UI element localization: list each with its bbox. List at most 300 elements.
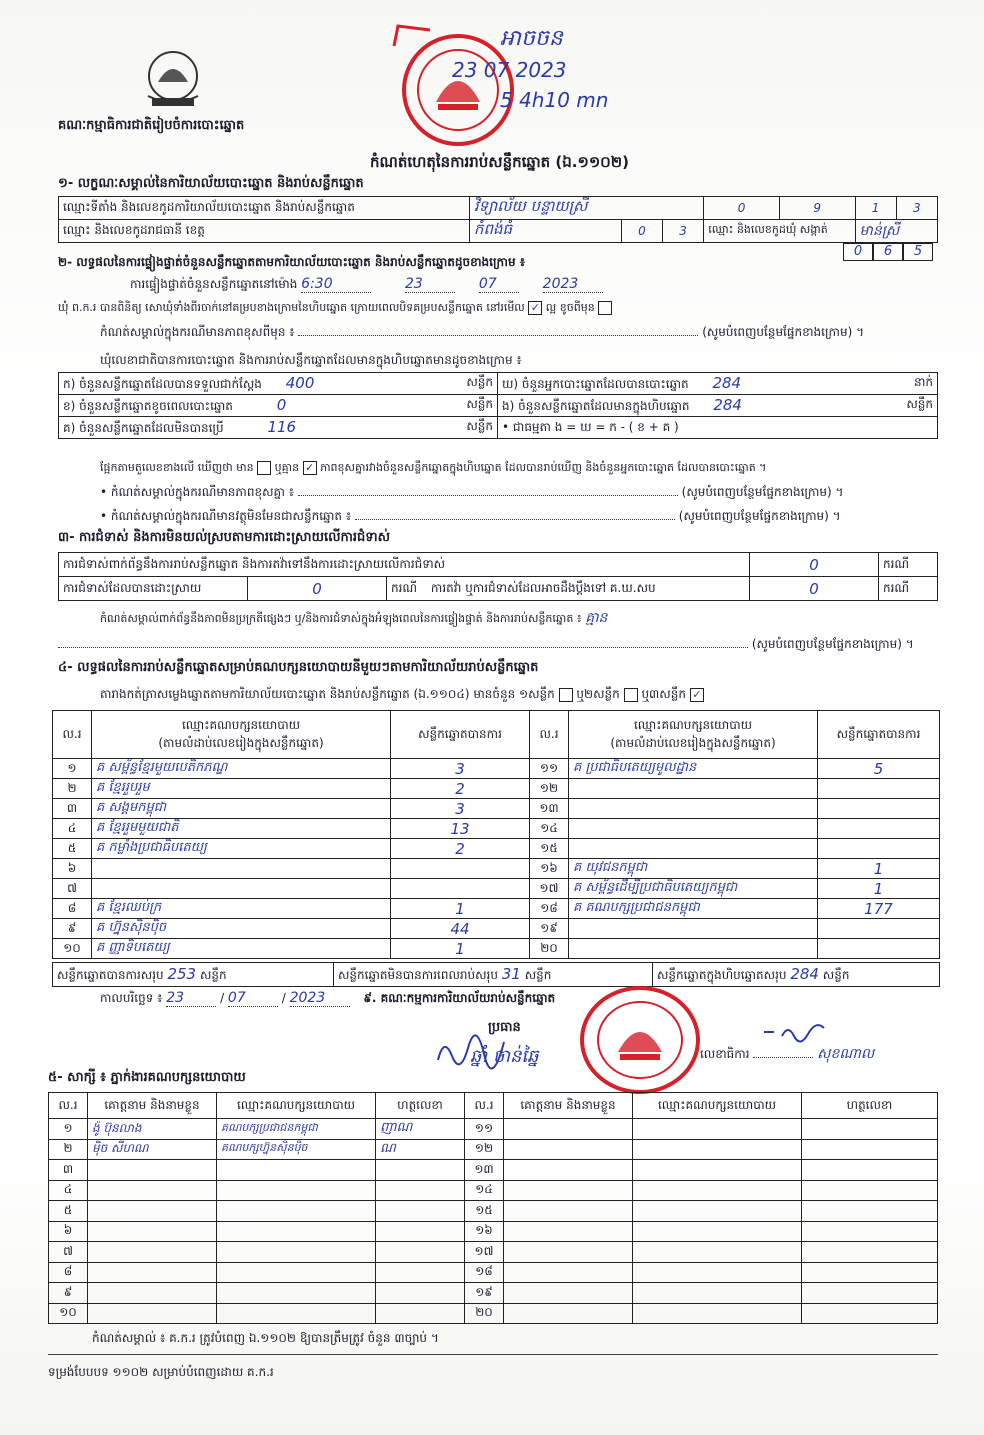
witness-row — [49, 1180, 938, 1201]
result-no-left: ៣ — [53, 799, 92, 819]
bad-label: ខូចពីមុន — [559, 301, 595, 314]
witness-name — [88, 1160, 217, 1181]
sheets-3-label: ឬ៣សន្លឹក — [641, 687, 686, 701]
total-box-unit: សន្លឹក — [822, 967, 850, 982]
w-col-party-right: ឈ្មោះគណបក្សនយោបាយ — [633, 1093, 802, 1119]
witness-party-right — [633, 1303, 802, 1324]
witness-party-right — [633, 1180, 802, 1201]
witness-row — [49, 1160, 938, 1181]
col-party-sub-left: (តាមលំដាប់លេខរៀងក្នុងសន្លឹកឆ្នោត) — [158, 735, 324, 750]
witness-sign — [376, 1242, 465, 1263]
witness-row — [49, 1283, 938, 1304]
witness-sign: ញាណ — [376, 1119, 465, 1140]
count-c-label: គ) ចំនួនសន្លឹកឆ្នោតដែលមិនបានប្រើ — [63, 420, 224, 435]
secretary-line — [700, 1046, 874, 1062]
witness-party: គណបក្សហ្វ៊ុនស៊ិនប៉ិច — [217, 1139, 376, 1160]
location-code-0: 0 — [704, 197, 780, 220]
seal-check-text: ឃុំ ព.ក.រ បានពិនិត្យ សោឃុំទាំងពីរចាក់នៅគម្របខាងក្រោមនៃហិបឆ្នោត ក្រោយពេលបិទគម្របសន្លឹកឆ្នោត នៅរមើល — [58, 301, 525, 314]
result-votes-left: 1 — [391, 899, 530, 919]
result-no-left: ៩ — [53, 919, 92, 939]
secretary-signature-icon — [762, 1020, 832, 1044]
result-votes-right — [818, 919, 940, 939]
witness-no-left: ៧ — [49, 1242, 88, 1263]
emblem-icon — [138, 46, 208, 114]
sheets-2-checkbox[interactable] — [624, 688, 638, 702]
col-party-right: ឈ្មោះគណបក្សនយោបាយ — [633, 717, 753, 732]
result-votes-right: 1 — [818, 859, 940, 879]
counts-table — [58, 372, 938, 439]
witness-no-left: ២ — [49, 1139, 88, 1160]
time-value: 6:30 — [301, 276, 371, 293]
commune-code-1: 6 — [873, 243, 903, 261]
committee-name: គណៈកម្មាធិការជាតិរៀបចំការបោះឆ្នោត — [58, 118, 245, 133]
result-no-left: ៧ — [53, 879, 92, 899]
witness-party — [217, 1283, 376, 1304]
footer-divider — [48, 1354, 938, 1355]
committee-label: ៩. គណៈកម្មការការិយាល័យរាប់សន្លឹកឆ្នោត — [363, 991, 556, 1005]
result-no-right: ១៩ — [530, 919, 569, 939]
sheets-3-checkbox[interactable]: ✓ — [690, 688, 704, 702]
result-no-right: ១៦ — [530, 859, 569, 879]
result-no-left: ១០ — [53, 939, 92, 959]
note1-line — [100, 484, 843, 500]
witness-no-left: ៦ — [49, 1221, 88, 1242]
secretary-name: សុខណាល — [817, 1046, 875, 1062]
result-votes-left: 44 — [391, 919, 530, 939]
result-no-left: ៨ — [53, 899, 92, 919]
witness-row — [49, 1139, 938, 1160]
result-party-left: គ កម្លាំងប្រជាធិបតេយ្យ — [92, 839, 391, 859]
witness-row — [49, 1242, 938, 1263]
result-no-right: ២០ — [530, 939, 569, 959]
witness-party-right — [633, 1221, 802, 1242]
count-a-unit: សន្លឹក — [466, 374, 493, 389]
total-invalid-unit: សន្លឹក — [524, 967, 552, 982]
commune-code-2: 5 — [903, 243, 933, 261]
count-b-value: 0 — [276, 395, 287, 414]
w-col-name-left: គោត្តនាម និងនាមខ្លួន — [88, 1093, 217, 1119]
result-votes-left: 3 — [391, 799, 530, 819]
count-e-value: 284 — [713, 395, 742, 414]
witness-sign-right — [802, 1180, 938, 1201]
witness-no-left: ៣ — [49, 1160, 88, 1181]
witness-sign-right — [802, 1160, 938, 1181]
witness-sign-right — [802, 1119, 938, 1140]
diff-note-label: កំណត់សម្គាល់ក្នុងករណីមានភាពខុសពីមុន ៖ — [100, 325, 295, 339]
witness-row — [49, 1221, 938, 1242]
witness-name-right — [504, 1119, 633, 1140]
good-checkbox[interactable]: ✓ — [528, 301, 542, 315]
totals-table — [52, 962, 940, 987]
count-c-value: 116 — [267, 417, 297, 436]
witness-sign-right — [802, 1201, 938, 1222]
count-d-unit: នាក់ — [913, 374, 933, 389]
diff-note-line — [100, 324, 864, 340]
result-votes-left: 2 — [391, 839, 530, 859]
witness-party-right — [633, 1201, 802, 1222]
results-row — [53, 799, 940, 819]
result-party-left: គ ញ្ញាទិបតេយ្យ — [92, 939, 391, 959]
chair-name: ឆ្នាំ ចាន់ឆ្នៃ — [470, 1046, 539, 1067]
results-row — [53, 779, 940, 799]
witness-no-right: ១៦ — [465, 1221, 504, 1242]
witness-no-right: ១២ — [465, 1139, 504, 1160]
witness-no-left: ៨ — [49, 1262, 88, 1283]
witness-sign — [376, 1262, 465, 1283]
result-party-left: គ ខ្មែររួមមួយជាតិ — [92, 819, 391, 839]
results-row — [53, 879, 940, 899]
handwritten-top-3: 5 4h10 mn — [500, 88, 609, 112]
location-code-1: 9 — [779, 197, 855, 220]
result-party-right: គ យុវជនកម្ពុជា — [569, 859, 818, 879]
commune-code-0: 0 — [843, 243, 873, 261]
col-votes-left: សន្លឹកឆ្នោតបានការ — [391, 711, 530, 759]
result-party-right: គ សម្ព័ន្ធដើម្បីប្រជាធិបតេយ្យកម្ពុជា — [569, 879, 818, 899]
witness-name-right — [504, 1221, 633, 1242]
result-votes-right — [818, 939, 940, 959]
w-col-no-left: ល.រ — [49, 1093, 88, 1119]
handwritten-top-2: 23 07 2023 — [452, 58, 567, 82]
result-party-right — [569, 779, 818, 799]
section4-title: ៤- លទ្ធផលនៃការរាប់សន្លឹកឆ្នោតសម្រាប់គណបក្សនយោបាយនីមួយៗតាមការិយាល័យរាប់សន្លឹកឆ្នោត — [58, 660, 539, 675]
objection-row1-unit: ករណី — [879, 553, 938, 577]
result-party-left: គ សម្ព័ន្ធខ្មែរមួយបេតិកភណ្ឌ — [92, 759, 391, 779]
result-votes-right — [818, 819, 940, 839]
month-value: 07 — [479, 276, 519, 293]
irregularity-note — [100, 610, 607, 627]
time-label: ការផ្ទៀងផ្ទាត់ចំនួនសន្លឹកឆ្នោតនៅម៉ោង — [130, 277, 298, 291]
total-box-value: 284 — [790, 964, 819, 983]
witness-no-right: ១៩ — [465, 1283, 504, 1304]
result-no-right: ១១ — [530, 759, 569, 779]
day-value: 23 — [405, 276, 455, 293]
witness-name — [88, 1303, 217, 1324]
secretary-label: លេខាធិការ — [700, 1047, 750, 1061]
witness-name: ម៉ិច សីហណ — [88, 1139, 217, 1160]
witness-name — [88, 1221, 217, 1242]
witness-name-right — [504, 1160, 633, 1181]
witness-name-right — [504, 1180, 633, 1201]
province-value: កំពង់ធំ — [469, 220, 621, 243]
compare-rest: ភាពខុសគ្នារវាងចំនួនសន្លឹកឆ្នោតក្នុងហិបឆ្នោត ដែលបានរាប់ឃើញ និងចំនួនអ្នកបោះឆ្នោត ដែលបានបោះឆ្នោត ។ — [320, 461, 767, 474]
w-col-party-left: ឈ្មោះគណបក្សនយោបាយ — [217, 1093, 376, 1119]
result-no-right: ១៥ — [530, 839, 569, 859]
witness-sign-right — [802, 1262, 938, 1283]
witness-no-right: ១៨ — [465, 1262, 504, 1283]
total-box-label: សន្លឹកឆ្នោតក្នុងហិបឆ្នោតសរុប — [657, 967, 787, 982]
count-a-value: 400 — [285, 373, 315, 392]
col-no-left: ល.រ — [53, 711, 92, 759]
handwritten-top-1: អាចចន — [500, 26, 563, 51]
count-c-unit: សន្លឹក — [466, 418, 493, 433]
col-party-left: ឈ្មោះគណបក្សនយោបាយ — [181, 717, 301, 732]
witness-sign — [376, 1283, 465, 1304]
results-row — [53, 919, 940, 939]
compare-label: ផ្អែកតាមតួលេខខាងលើ ឃើញថា មាន — [100, 461, 254, 474]
witness-sign-right — [802, 1221, 938, 1242]
section1-table — [58, 196, 938, 243]
witness-no-right: ១៧ — [465, 1242, 504, 1263]
bad-checkbox[interactable] — [598, 301, 612, 315]
irregularity-label: កំណត់សម្គាល់ពាក់ព័ន្ធនឹងភាពមិនប្រក្រតីផ្សេងៗ ឬ/និងការជំទាស់ក្នុងអំឡុងពេលនៃការផ្ទៀងផ្ទាត់ និងការរាប់សន្លឹកឆ្នោត ៖ — [100, 612, 582, 625]
note2-line — [100, 508, 841, 524]
witness-no-right: ១៥ — [465, 1201, 504, 1222]
result-party-right — [569, 819, 818, 839]
total-invalid-label: សន្លឹកឆ្នោតមិនបានការពេលរាប់សរុប — [338, 967, 498, 982]
location-code-2: 1 — [855, 197, 896, 220]
witness-sign — [376, 1160, 465, 1181]
witness-party-right — [633, 1160, 802, 1181]
intro-line: ឃុំលេខាជាតិបានការបោះឆ្នោត និងការរាប់សន្លឹកឆ្នោតដែលមានក្នុងហិបឆ្នោតមានដូចខាងក្រោម ៖ — [100, 353, 522, 367]
form-title: កំណត់ហេតុនៃការរាប់សន្លឹកឆ្នោត (ឯ.១១០២) — [370, 153, 630, 171]
year-value: 2023 — [543, 276, 603, 293]
results-row — [53, 859, 940, 879]
province-code-0: 0 — [621, 220, 662, 243]
count-d-value: 284 — [712, 373, 742, 392]
witness-party — [217, 1262, 376, 1283]
chair-label: ប្រធាន — [488, 1020, 521, 1035]
witness-party-right — [633, 1119, 802, 1140]
witness-no-left: ១០ — [49, 1303, 88, 1324]
witness-row — [49, 1119, 938, 1140]
section5-title: ៥- សាក្សី ៖ ភ្នាក់ងារគណបក្សនយោបាយ — [48, 1070, 246, 1085]
witness-sign — [376, 1303, 465, 1324]
count-a-label: ក) ចំនួនសន្លឹកឆ្នោតដែលបានទទួលជាក់ស្តែង — [63, 376, 262, 391]
result-no-right: ១៤ — [530, 819, 569, 839]
witness-party-right — [633, 1139, 802, 1160]
witness-name — [88, 1180, 217, 1201]
appeal-unit: ករណី — [879, 577, 938, 601]
appeal-label: ការតវ៉ា ឬការជំទាស់ដែលអាចដឹងប្តឹងទៅ គ.ឃ.សប — [430, 580, 656, 595]
note1-label: • កំណត់សម្គាល់ក្នុងករណីមានភាពខុសគ្នា ៖ — [100, 485, 295, 499]
location-label: ឈ្មោះទីតាំង និងលេខកូដការិយាល័យបោះឆ្នោត និងរាប់សន្លឹកឆ្នោត — [59, 197, 470, 220]
count-b-label: ខ) ចំនួនសន្លឹកឆ្នោតខូចពេលបោះឆ្នោត — [63, 398, 233, 413]
w-col-sign-right: ហត្ថលេខា — [802, 1093, 938, 1119]
result-no-right: ១២ — [530, 779, 569, 799]
result-no-right: ១៨ — [530, 899, 569, 919]
good-label: ល្អ — [545, 301, 557, 314]
witness-name-right — [504, 1262, 633, 1283]
result-votes-right — [818, 839, 940, 859]
section2-title: ២- លទ្ធផលនៃការផ្ទៀងផ្ទាត់ចំនួនសន្លឹកឆ្នោតតាមការិយាល័យបោះឆ្នោត និងរាប់សន្លឹកឆ្នោតដូចខាងក្រោម ៖ — [58, 255, 526, 269]
witness-row — [49, 1303, 938, 1324]
w-col-sign-left: ហត្ថលេខា — [376, 1093, 465, 1119]
witness-name — [88, 1283, 217, 1304]
commune-value: មាន់ស្រី — [855, 220, 937, 243]
footer-text: ទម្រង់បែបបទ ១១០២ សម្រាប់បំពេញដោយ គ.ក.រ — [48, 1365, 274, 1379]
date-year: 2023 — [290, 990, 350, 1007]
date-month: 07 — [228, 990, 278, 1007]
section5-note: កំណត់សម្គាល់ ៖ គ.ក.រ ត្រូវបំពេញ ឯ.១១០២ ឱ្យបានត្រឹមត្រូវ ចំនួន ៣ច្បាប់ ។ — [92, 1331, 439, 1345]
results-row — [53, 819, 940, 839]
witness-party — [217, 1180, 376, 1201]
witness-sign-right — [802, 1283, 938, 1304]
results-table — [52, 710, 940, 959]
result-party-right: គ គណបក្សប្រជាជនកម្ពុជា — [569, 899, 818, 919]
witness-name-right — [504, 1201, 633, 1222]
witness-party-right — [633, 1242, 802, 1263]
witness-sign-right — [802, 1139, 938, 1160]
results-row — [53, 899, 940, 919]
commune-code — [843, 240, 933, 261]
compare-line — [100, 460, 940, 476]
irregularity-hint: (សូមបំពេញបន្ថែមផ្នែកខាងក្រោម) ។ — [751, 637, 914, 651]
result-party-left: គ ខ្មែររួបរួម — [92, 779, 391, 799]
result-party-left — [92, 859, 391, 879]
no-diff-checkbox[interactable]: ✓ — [303, 461, 317, 475]
results-row — [53, 839, 940, 859]
count-e-label: ង) ចំនួនសន្លឹកឆ្នោតដែលមានក្នុងហិបឆ្នោត — [502, 398, 690, 413]
location-value: វិទ្យាល័យ បន្ទាយស្រី — [469, 197, 703, 220]
witness-sign-right — [802, 1242, 938, 1263]
formula-text: • ជាធម្មតា ង = ឃ = ក - ( ខ + គ ) — [498, 417, 938, 439]
total-valid-value: 253 — [167, 964, 197, 983]
witness-name — [88, 1201, 217, 1222]
results-row — [53, 939, 940, 959]
witness-party — [217, 1201, 376, 1222]
has-diff-checkbox[interactable] — [257, 461, 271, 475]
witness-party — [217, 1221, 376, 1242]
witness-party-right — [633, 1262, 802, 1283]
witness-no-right: ១១ — [465, 1119, 504, 1140]
diff-note-hint: (សូមបំពេញបន្ថែមផ្នែកខាងក្រោម) ។ — [702, 325, 864, 339]
witness-name-right — [504, 1283, 633, 1304]
section1-title: ១- លក្ខណៈសម្គាល់នៃការិយាល័យបោះឆ្នោត និងរាប់សន្លឹកឆ្នោត — [58, 176, 364, 191]
w-col-name-right: គោត្តនាម និងនាមខ្លួន — [504, 1093, 633, 1119]
witness-party-right — [633, 1283, 802, 1304]
witness-party — [217, 1303, 376, 1324]
result-votes-left — [391, 859, 530, 879]
date-line: កាលបរិច្ឆេទ ៖ 23 / 07 / 2023 ៩. គណៈកម្មការការិយាល័យរាប់សន្លឹកឆ្នោត — [100, 990, 556, 1006]
count-e-unit: សន្លឹក — [906, 396, 933, 411]
witness-name-right — [504, 1242, 633, 1263]
result-votes-left: 3 — [391, 759, 530, 779]
result-votes-left: 2 — [391, 779, 530, 799]
witness-party: គណបក្សប្រជាជនកម្ពុជា — [217, 1119, 376, 1140]
witness-name — [88, 1242, 217, 1263]
witness-no-left: ១ — [49, 1119, 88, 1140]
objection-row1-value: 0 — [750, 553, 879, 577]
result-no-right: ១៧ — [530, 879, 569, 899]
w-col-no-right: ល.រ — [465, 1093, 504, 1119]
location-code-3: 3 — [896, 197, 937, 220]
result-party-left: គ ខ្មែរឈប់ក្រ — [92, 899, 391, 919]
witness-sign-right — [802, 1303, 938, 1324]
note2-label: • កំណត់សម្គាល់ក្នុងករណីមានវត្ថុមិនមែនជាសន្លឹកឆ្នោត ៖ — [100, 509, 352, 523]
result-party-right — [569, 919, 818, 939]
col-party-sub-right: (តាមលំដាប់លេខរៀងក្នុងសន្លឹកឆ្នោត) — [610, 735, 776, 750]
witness-name-right — [504, 1139, 633, 1160]
col-no-right: ល.រ — [530, 711, 569, 759]
time-line — [130, 276, 603, 293]
result-no-left: ៦ — [53, 859, 92, 879]
irregularity-value: គ្មាន — [585, 610, 608, 626]
objection-row1-label: ការជំទាស់ពាក់ព័ន្ធនឹងការរាប់សន្លឹកឆ្នោត និងការតវ៉ាទៅនឹងការដោះស្រាយលើការជំទាស់ — [59, 553, 750, 577]
red-flag-mark-icon — [392, 24, 432, 48]
col-votes-right: សន្លឹកឆ្នោតបានការ — [818, 711, 940, 759]
date-label: កាលបរិច្ឆេទ ៖ — [100, 991, 163, 1005]
witness-row — [49, 1201, 938, 1222]
result-no-left: ៥ — [53, 839, 92, 859]
witness-sign — [376, 1180, 465, 1201]
objection-row2-label: ការជំទាស់ដែលបានដោះស្រាយ — [59, 577, 248, 601]
result-party-right: គ ប្រជាធិបតេយ្យមូលដ្ឋាន — [569, 759, 818, 779]
result-votes-right: 177 — [818, 899, 940, 919]
province-code-1: 3 — [663, 220, 704, 243]
result-no-left: ៤ — [53, 819, 92, 839]
result-party-left — [92, 879, 391, 899]
committee-stamp-icon — [578, 984, 702, 1096]
sheets-2-label: ឬ២សន្លឹក — [576, 687, 620, 701]
witness-no-right: ២០ — [465, 1303, 504, 1324]
result-party-right — [569, 799, 818, 819]
commune-label: ឈ្មោះ និងលេខកូដឃុំ សង្កាត់ — [704, 220, 855, 243]
section4-intro — [100, 686, 704, 702]
witness-name — [88, 1262, 217, 1283]
count-b-unit: សន្លឹក — [466, 396, 493, 411]
result-party-left: គ ហ្វ៊ុនស៊ិនប៉ិច — [92, 919, 391, 939]
result-votes-right: 5 — [818, 759, 940, 779]
result-party-right — [569, 939, 818, 959]
results-body — [53, 759, 940, 959]
result-votes-left: 13 — [391, 819, 530, 839]
witness-party — [217, 1160, 376, 1181]
seal-check-line — [58, 300, 938, 316]
result-votes-right — [818, 799, 940, 819]
section3-title: ៣- ការជំទាស់ និងការមិនយល់ស្របតាមការដោះស្រាយលើការជំទាស់ — [58, 530, 390, 545]
witness-table — [48, 1092, 938, 1324]
witness-name: ង៉ូ ប៊ុនលាង — [88, 1119, 217, 1140]
appeal-value: 0 — [750, 577, 879, 601]
result-votes-right — [818, 779, 940, 799]
witness-no-right: ១៣ — [465, 1160, 504, 1181]
witness-sign — [376, 1201, 465, 1222]
witness-party — [217, 1242, 376, 1263]
objection-row2-value: 0 — [248, 577, 387, 601]
witness-no-left: ៤ — [49, 1180, 88, 1201]
result-party-left: គ សង្គមកម្ពុជា — [92, 799, 391, 819]
irregularity-dots — [58, 636, 914, 652]
date-day: 23 — [166, 990, 216, 1007]
witness-row — [49, 1262, 938, 1283]
total-valid-label: សន្លឹកឆ្នោតបានការសរុប — [57, 967, 164, 982]
no-diff-label: ឬគ្មាន — [274, 461, 300, 474]
results-row — [53, 759, 940, 779]
section4-intro-text: តារាងកត់ត្រាសម្លេងឆ្នោតតាមការិយាល័យបោះឆ្នោត និងរាប់សន្លឹកឆ្នោត (ឯ.១១០៤) មានចំនួន ១សន្លឹក — [100, 687, 555, 701]
result-no-left: ១ — [53, 759, 92, 779]
sheets-1-checkbox[interactable] — [559, 688, 573, 702]
note1-hint: (សូមបំពេញបន្ថែមផ្នែកខាងក្រោម) ។ — [681, 485, 844, 499]
objection-row2-unit: ករណី — [391, 580, 418, 595]
note2-hint: (សូមបំពេញបន្ថែមផ្នែកខាងក្រោម) ។ — [678, 509, 841, 523]
witness-no-left: ៩ — [49, 1283, 88, 1304]
witness-name-right — [504, 1303, 633, 1324]
witness-body — [49, 1119, 938, 1324]
count-d-label: ឃ) ចំនួនអ្នកបោះឆ្នោតដែលបានបោះឆ្នោត — [502, 376, 689, 391]
witness-no-left: ៥ — [49, 1201, 88, 1222]
result-no-left: ២ — [53, 779, 92, 799]
result-no-right: ១៣ — [530, 799, 569, 819]
chair-signature-icon — [434, 1030, 514, 1070]
witness-sign — [376, 1221, 465, 1242]
witness-sign: ណ — [376, 1139, 465, 1160]
section3-table — [58, 552, 938, 601]
result-votes-left: 1 — [391, 939, 530, 959]
result-votes-left — [391, 879, 530, 899]
total-valid-unit: សន្លឹក — [199, 967, 227, 982]
result-party-right — [569, 839, 818, 859]
province-label: ឈ្មោះ និងលេខកូដរាជធានី ខេត្ត — [59, 220, 470, 243]
